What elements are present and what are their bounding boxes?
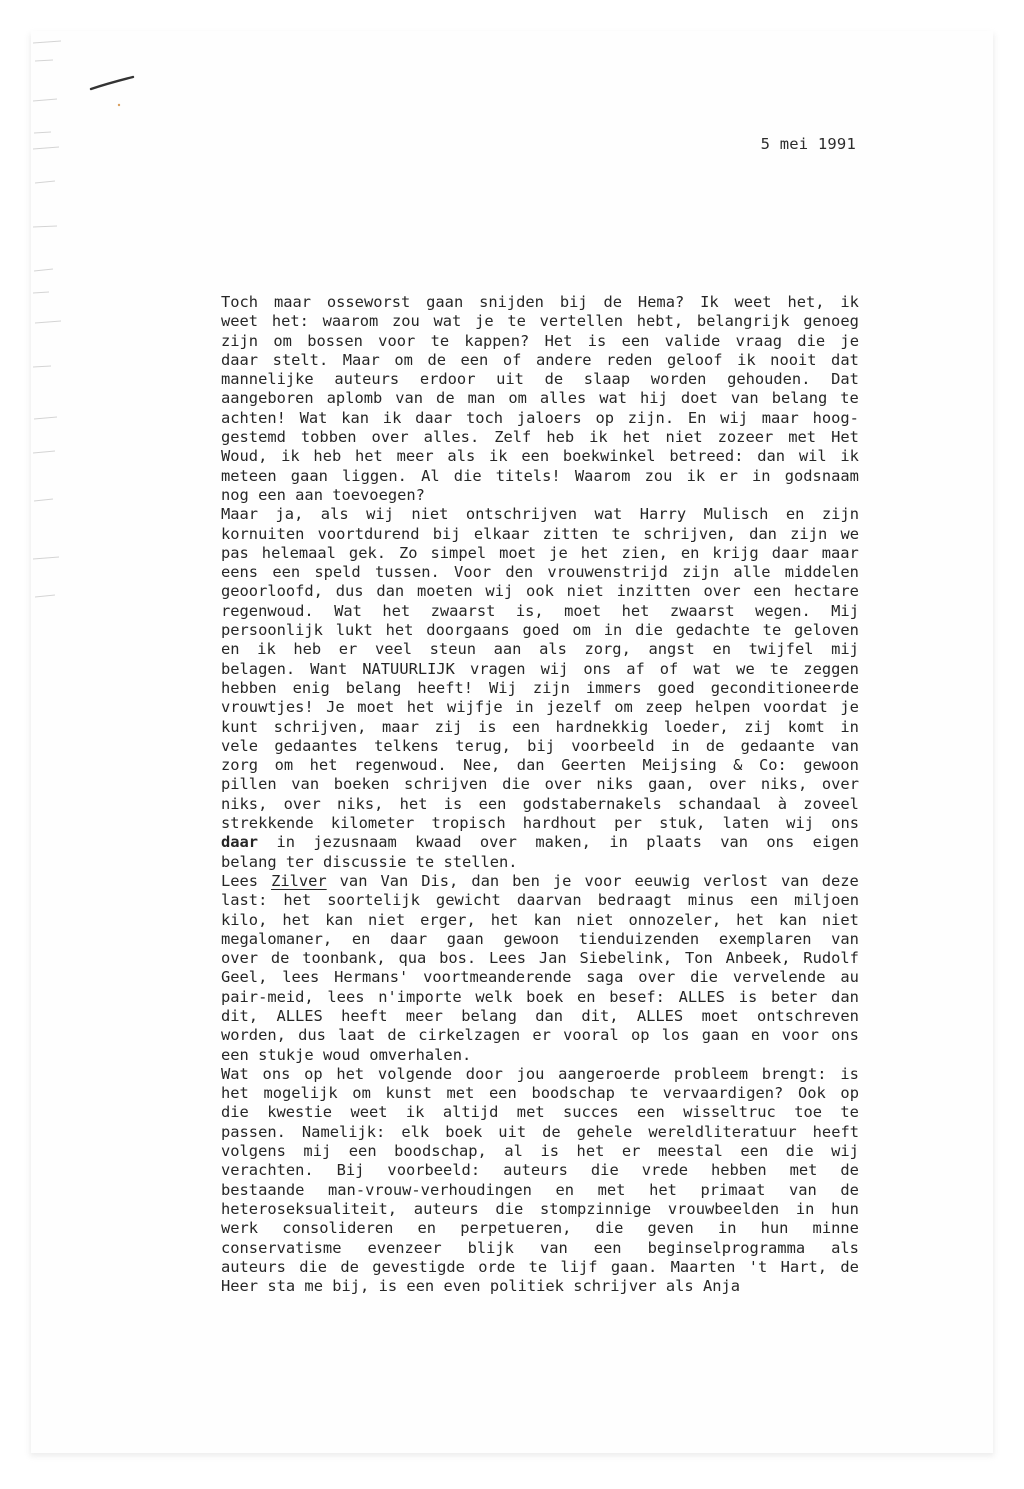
document-page bbox=[31, 31, 993, 1453]
text-line: meteen gaan liggen. Al die titels! Waarom zou ik er in godsnaam bbox=[221, 466, 859, 485]
text-line: geoorloofd, dus dan moeten wij ook niet inzitten over een hectare bbox=[221, 582, 859, 601]
text-line: werk consolideren en perpetueren, die geven in hun minne bbox=[221, 1219, 859, 1238]
text-line: worden, dus laat de cirkelzagen er vooral op los gaan en voor ons bbox=[221, 1026, 859, 1045]
paragraph bbox=[221, 872, 859, 1065]
paragraph bbox=[221, 505, 859, 872]
letter-body bbox=[221, 293, 859, 1296]
text-line: kunt schrijven, maar zij is een hardnekkig loeder, zij komt in bbox=[221, 717, 859, 736]
text-line: die kwestie weet ik altijd met succes een wisseltruc toe te bbox=[221, 1103, 859, 1122]
text-line: pillen van boeken schrijven die over niks gaan, over niks, over bbox=[221, 775, 859, 794]
text-line: pair-meid, lees n'importe welk boek en besef: ALLES is beter dan bbox=[221, 987, 859, 1006]
text-line: achten! Wat kan ik daar toch jaloers op zijn. En wij maar hoog- bbox=[221, 408, 859, 427]
text-line: een stukje woud omverhalen. bbox=[221, 1045, 472, 1064]
text-line: belagen. Want NATUURLIJK vragen wij ons af of wat we te zeggen bbox=[221, 659, 859, 678]
text-line: volgens mij een boodschap, al is het er meestal een die wij bbox=[221, 1142, 859, 1161]
text-line: Wat ons op het volgende door jou aangeroerde probleem brengt: is bbox=[221, 1064, 859, 1083]
text-line: Toch maar osseworst gaan snijden bij de Hema? Ik weet het, ik bbox=[221, 293, 859, 311]
text-line: niks, over niks, het is een godstabernakels schandaal à zoveel bbox=[221, 794, 859, 813]
text-line: hebben enig belang heeft! Wij zijn immers goed geconditioneerde bbox=[221, 678, 859, 697]
text-line: en ik heb er veel steun aan als zorg, angst en twijfel mij bbox=[221, 640, 859, 659]
text-line: auteurs die de gevestigde orde te lijf gaan. Maarten 't Hart, de bbox=[221, 1257, 859, 1276]
text-line: strekkende kilometer tropisch hardhout per stuk, laten wij ons bbox=[221, 814, 859, 833]
text-line: zijn om bossen voor te kappen? Het is een valide vraag die je bbox=[221, 331, 859, 350]
text-line: Woud, ik heb het meer als ik een boekwinkel betreed: dan wil ik bbox=[221, 447, 859, 466]
text-line: verachten. Bij voorbeeld: auteurs die vrede hebben met de bbox=[221, 1161, 859, 1180]
letter-date: 5 mei 1991 bbox=[760, 135, 856, 153]
text-line: mannelijke auteurs erdoor uit de slaap worden gehouden. Dat bbox=[221, 370, 859, 389]
text-line: gestemd tobben over alles. Zelf heb ik het niet zozeer met Het bbox=[221, 428, 859, 447]
text-line: dit, ALLES heeft meer belang dan dit, ALLES moet ontschreven bbox=[221, 1006, 859, 1025]
text-line: zorg om het regenwoud. Nee, dan Geerten Meijsing & Co: gewoon bbox=[221, 756, 859, 775]
scan-edge-marks bbox=[31, 31, 71, 651]
text-line: conservatisme evenzeer blijk van een beginselprogramma als bbox=[221, 1238, 859, 1257]
text-line: pas helemaal gek. Zo simpel moet je het zien, en krijg daar maar bbox=[221, 543, 859, 562]
text-line: bestaande man-vrouw-verhoudingen en met het primaat van de bbox=[221, 1180, 859, 1199]
text-line: vrouwtjes! Je moet het wijfje in jezelf om zeep helpen voordat je bbox=[221, 698, 859, 717]
text-line: heteroseksualiteit, auteurs die stompzinnige vrouwbeelden in hun bbox=[221, 1199, 859, 1218]
text-line: passen. Namelijk: elk boek uit de gehele wereldliteratuur heeft bbox=[221, 1122, 859, 1141]
text-line: Heer sta me bij, is een even politiek schrijver als Anja bbox=[221, 1277, 741, 1296]
text-line: het mogelijk om kunst met een boodschap te vervaardigen? Ook op bbox=[221, 1084, 859, 1103]
text-line: over de toonbank, qua bos. Lees Jan Siebelink, Ton Anbeek, Rudolf bbox=[221, 949, 859, 968]
text-line: aangeboren aplomb van de man om alles wat hij doet van belang te bbox=[221, 389, 859, 408]
paragraph bbox=[221, 1065, 859, 1297]
text-line: weet het: waarom zou wat je te vertellen hebt, belangrijk genoeg bbox=[221, 312, 859, 331]
text-line: daar in jezusnaam kwaad over maken, in plaats van ons eigen bbox=[221, 833, 859, 852]
text-line: last: het soortelijk gewicht daarvan bedraagt minus een miljoen bbox=[221, 891, 859, 910]
text-line: vele gedaantes telkens terug, bij voorbeeld in de gedaante van bbox=[221, 736, 859, 755]
text-line: Lees Zilver van Van Dis, dan ben je voor eeuwig verlost van deze bbox=[221, 871, 859, 890]
text-line: megalomaner, en daar gaan gewoon tienduizenden exemplaren van bbox=[221, 929, 859, 948]
text-line: Geel, lees Hermans' voortmeanderende saga over die vervelende au bbox=[221, 968, 859, 987]
text-line: persoonlijk lukt het doorgaans goed om in die gedachte te geloven bbox=[221, 621, 859, 640]
text-line: nog een aan toevoegen? bbox=[221, 485, 425, 504]
text-line: belang ter discussie te stellen. bbox=[221, 852, 518, 871]
text-line: daar stelt. Maar om de een of andere reden geloof ik nooit dat bbox=[221, 350, 859, 369]
text-line: regenwoud. Wat het zwaarst is, moet het zwaarst wegen. Mij bbox=[221, 601, 859, 620]
pen-stroke-mark bbox=[89, 74, 139, 114]
text-line: kilo, het kan niet erger, het kan niet onnozeler, het kan niet bbox=[221, 910, 859, 929]
paragraph bbox=[221, 293, 859, 505]
text-line: kornuiten voortdurend bij elkaar zitten te schrijven, dan zijn we bbox=[221, 524, 859, 543]
text-line: Maar ja, als wij niet ontschrijven wat Harry Mulisch en zijn bbox=[221, 505, 859, 524]
text-line: eens een speld tussen. Voor den vrouwenstrijd zijn alle middelen bbox=[221, 563, 859, 582]
